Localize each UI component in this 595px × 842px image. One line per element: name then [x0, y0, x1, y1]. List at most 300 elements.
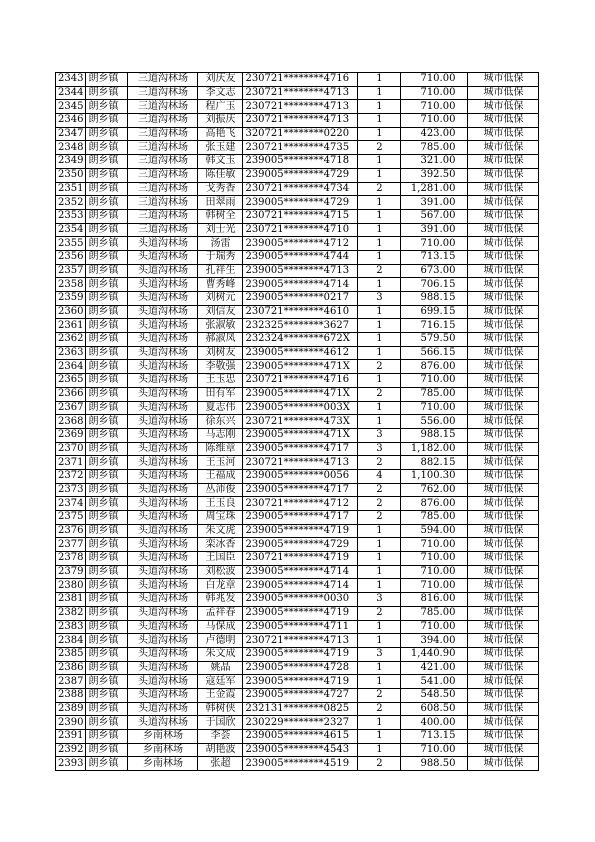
aid-type-cell: 城市低保 [468, 127, 539, 141]
aid-type-cell: 城市低保 [468, 387, 539, 401]
aid-type-cell: 城市低保 [468, 593, 539, 607]
row-number: 2347 [56, 127, 86, 141]
farm-cell: 头道沟林场 [128, 415, 198, 429]
aid-type-cell: 城市低保 [468, 223, 539, 237]
aid-type-cell: 城市低保 [468, 415, 539, 429]
amount-cell: 710.00 [401, 565, 468, 579]
aid-type-cell: 城市低保 [468, 333, 539, 347]
row-number: 2373 [56, 483, 86, 497]
amount-cell: 566.15 [401, 346, 468, 360]
id-number-cell: 239005********4719 [243, 647, 358, 661]
town-cell: 朗乡镇 [86, 469, 128, 483]
amount-cell: 988.50 [401, 757, 468, 771]
town-cell: 朗乡镇 [86, 730, 128, 744]
household-count-cell: 4 [358, 469, 401, 483]
amount-cell: 710.00 [401, 538, 468, 552]
farm-cell: 头道沟林场 [128, 346, 198, 360]
row-number: 2372 [56, 469, 86, 483]
id-number-cell: 239005********4615 [243, 730, 358, 744]
row-number: 2349 [56, 155, 86, 169]
name-cell: 韩树全 [198, 209, 243, 223]
household-count-cell: 3 [358, 442, 401, 456]
household-count-cell: 1 [358, 86, 401, 100]
table-row [56, 469, 539, 483]
household-count-cell: 1 [358, 730, 401, 744]
amount-cell: 579.50 [401, 333, 468, 347]
farm-cell: 头道沟林场 [128, 620, 198, 634]
household-count-cell: 1 [358, 237, 401, 251]
household-count-cell: 2 [358, 182, 401, 196]
id-number-cell: 239005********4714 [243, 579, 358, 593]
row-number: 2361 [56, 319, 86, 333]
amount-cell: 710.00 [401, 620, 468, 634]
row-number: 2387 [56, 675, 86, 689]
aid-type-cell: 城市低保 [468, 168, 539, 182]
id-number-cell: 232325********3627 [243, 319, 358, 333]
town-cell: 朗乡镇 [86, 100, 128, 114]
farm-cell: 头道沟林场 [128, 702, 198, 716]
name-cell: 韩兆发 [198, 593, 243, 607]
aid-type-cell: 城市低保 [468, 620, 539, 634]
id-number-cell: 230721********4734 [243, 182, 358, 196]
farm-cell: 头道沟林场 [128, 264, 198, 278]
id-number-cell: 239005********4717 [243, 483, 358, 497]
table-row [56, 237, 539, 251]
amount-cell: 785.00 [401, 141, 468, 155]
town-cell: 朗乡镇 [86, 620, 128, 634]
amount-cell: 710.00 [401, 100, 468, 114]
id-number-cell: 239005********4717 [243, 442, 358, 456]
id-number-cell: 239005********4727 [243, 688, 358, 702]
aid-type-cell: 城市低保 [468, 141, 539, 155]
id-number-cell: 230229********2327 [243, 716, 358, 730]
household-count-cell: 1 [358, 333, 401, 347]
amount-cell: 876.00 [401, 497, 468, 511]
aid-type-cell: 城市低保 [468, 661, 539, 675]
farm-cell: 头道沟林场 [128, 634, 198, 648]
farm-cell: 三道沟林场 [128, 209, 198, 223]
farm-cell: 头道沟林场 [128, 565, 198, 579]
amount-cell: 882.15 [401, 456, 468, 470]
row-number: 2365 [56, 374, 86, 388]
name-cell: 陈佳敏 [198, 168, 243, 182]
town-cell: 朗乡镇 [86, 634, 128, 648]
id-number-cell: 239005********4718 [243, 155, 358, 169]
row-number: 2378 [56, 552, 86, 566]
town-cell: 朗乡镇 [86, 565, 128, 579]
household-count-cell: 2 [358, 141, 401, 155]
table-row [56, 100, 539, 114]
town-cell: 朗乡镇 [86, 428, 128, 442]
id-number-cell: 239005********4719 [243, 524, 358, 538]
town-cell: 朗乡镇 [86, 593, 128, 607]
table-row [56, 661, 539, 675]
household-count-cell: 1 [358, 620, 401, 634]
row-number: 2383 [56, 620, 86, 634]
table-row [56, 579, 539, 593]
name-cell: 高艳飞 [198, 127, 243, 141]
name-cell: 程广玉 [198, 100, 243, 114]
name-cell: 刘树元 [198, 292, 243, 306]
farm-cell: 头道沟林场 [128, 552, 198, 566]
id-number-cell: 239005********471X [243, 360, 358, 374]
row-number: 2386 [56, 661, 86, 675]
table-row [56, 196, 539, 210]
row-number: 2348 [56, 141, 86, 155]
farm-cell: 三道沟林场 [128, 100, 198, 114]
name-cell: 刘士光 [198, 223, 243, 237]
table-row [56, 168, 539, 182]
table-row [56, 634, 539, 648]
aid-type-cell: 城市低保 [468, 552, 539, 566]
table-row [56, 360, 539, 374]
id-number-cell: 239005********4728 [243, 661, 358, 675]
household-count-cell: 1 [358, 168, 401, 182]
farm-cell: 三道沟林场 [128, 141, 198, 155]
amount-cell: 762.00 [401, 483, 468, 497]
row-number: 2382 [56, 606, 86, 620]
farm-cell: 头道沟林场 [128, 305, 198, 319]
aid-type-cell: 城市低保 [468, 716, 539, 730]
amount-cell: 816.00 [401, 593, 468, 607]
household-count-cell: 2 [358, 264, 401, 278]
table-row [56, 250, 539, 264]
aid-type-cell: 城市低保 [468, 442, 539, 456]
row-number: 2391 [56, 730, 86, 744]
amount-cell: 423.00 [401, 127, 468, 141]
id-number-cell: 239005********4711 [243, 620, 358, 634]
name-cell: 汤雷 [198, 237, 243, 251]
household-count-cell: 1 [358, 524, 401, 538]
row-number: 2354 [56, 223, 86, 237]
aid-type-cell: 城市低保 [468, 579, 539, 593]
name-cell: 寇廷军 [198, 675, 243, 689]
amount-cell: 713.15 [401, 250, 468, 264]
household-count-cell: 1 [358, 415, 401, 429]
farm-cell: 头道沟林场 [128, 237, 198, 251]
farm-cell: 头道沟林场 [128, 428, 198, 442]
id-number-cell: 239005********0030 [243, 593, 358, 607]
household-count-cell: 1 [358, 196, 401, 210]
id-number-cell: 239005********471X [243, 428, 358, 442]
town-cell: 朗乡镇 [86, 387, 128, 401]
table-row [56, 565, 539, 579]
household-count-cell: 2 [358, 497, 401, 511]
name-cell: 王国臣 [198, 552, 243, 566]
amount-cell: 594.00 [401, 524, 468, 538]
table-row [56, 757, 539, 771]
row-number: 2367 [56, 401, 86, 415]
town-cell: 朗乡镇 [86, 73, 128, 87]
amount-cell: 391.00 [401, 223, 468, 237]
table-row [56, 209, 539, 223]
household-count-cell: 2 [358, 606, 401, 620]
name-cell: 李文志 [198, 86, 243, 100]
household-count-cell: 1 [358, 346, 401, 360]
town-cell: 朗乡镇 [86, 483, 128, 497]
name-cell: 马志刚 [198, 428, 243, 442]
town-cell: 朗乡镇 [86, 524, 128, 538]
name-cell: 周宝珠 [198, 511, 243, 525]
name-cell: 刘信友 [198, 305, 243, 319]
aid-type-cell: 城市低保 [468, 565, 539, 579]
id-number-cell: 239005********4519 [243, 757, 358, 771]
table-row [56, 730, 539, 744]
farm-cell: 头道沟林场 [128, 483, 198, 497]
aid-type-cell: 城市低保 [468, 675, 539, 689]
aid-type-cell: 城市低保 [468, 428, 539, 442]
id-number-cell: 239005********4543 [243, 743, 358, 757]
table-row [56, 716, 539, 730]
name-cell: 陈维章 [198, 442, 243, 456]
amount-cell: 710.00 [401, 374, 468, 388]
name-cell: 朱文成 [198, 647, 243, 661]
farm-cell: 乡南林场 [128, 730, 198, 744]
town-cell: 朗乡镇 [86, 305, 128, 319]
table-row [56, 688, 539, 702]
row-number: 2344 [56, 86, 86, 100]
town-cell: 朗乡镇 [86, 209, 128, 223]
aid-type-cell: 城市低保 [468, 360, 539, 374]
id-number-cell: 232131********0825 [243, 702, 358, 716]
row-number: 2371 [56, 456, 86, 470]
household-count-cell: 2 [358, 757, 401, 771]
row-number: 2364 [56, 360, 86, 374]
row-number: 2385 [56, 647, 86, 661]
name-cell: 李敬强 [198, 360, 243, 374]
household-count-cell: 2 [358, 511, 401, 525]
aid-type-cell: 城市低保 [468, 86, 539, 100]
town-cell: 朗乡镇 [86, 456, 128, 470]
amount-cell: 876.00 [401, 360, 468, 374]
name-cell: 张超 [198, 757, 243, 771]
amount-cell: 710.00 [401, 73, 468, 87]
amount-cell: 421.00 [401, 661, 468, 675]
row-number: 2369 [56, 428, 86, 442]
amount-cell: 988.15 [401, 428, 468, 442]
farm-cell: 头道沟林场 [128, 442, 198, 456]
household-count-cell: 1 [358, 565, 401, 579]
town-cell: 朗乡镇 [86, 743, 128, 757]
farm-cell: 头道沟林场 [128, 647, 198, 661]
amount-cell: 392.50 [401, 168, 468, 182]
name-cell: 王玉忠 [198, 374, 243, 388]
name-cell: 丛沛俊 [198, 483, 243, 497]
name-cell: 于瑞秀 [198, 250, 243, 264]
amount-cell: 710.00 [401, 743, 468, 757]
town-cell: 朗乡镇 [86, 292, 128, 306]
table-body [56, 73, 539, 771]
town-cell: 朗乡镇 [86, 346, 128, 360]
household-count-cell: 2 [358, 702, 401, 716]
row-number: 2381 [56, 593, 86, 607]
amount-cell: 713.15 [401, 730, 468, 744]
town-cell: 朗乡镇 [86, 223, 128, 237]
table-row [56, 647, 539, 661]
row-number: 2353 [56, 209, 86, 223]
farm-cell: 三道沟林场 [128, 86, 198, 100]
row-number: 2352 [56, 196, 86, 210]
amount-cell: 710.00 [401, 114, 468, 128]
id-number-cell: 239005********4719 [243, 606, 358, 620]
id-number-cell: 239005********4612 [243, 346, 358, 360]
town-cell: 朗乡镇 [86, 675, 128, 689]
farm-cell: 头道沟林场 [128, 593, 198, 607]
row-number: 2358 [56, 278, 86, 292]
row-number: 2360 [56, 305, 86, 319]
id-number-cell: 239005********471X [243, 387, 358, 401]
table-row [56, 127, 539, 141]
town-cell: 朗乡镇 [86, 716, 128, 730]
row-number: 2376 [56, 524, 86, 538]
town-cell: 朗乡镇 [86, 264, 128, 278]
name-cell: 徐东兴 [198, 415, 243, 429]
aid-type-cell: 城市低保 [468, 647, 539, 661]
id-number-cell: 230721********4712 [243, 497, 358, 511]
town-cell: 朗乡镇 [86, 757, 128, 771]
town-cell: 朗乡镇 [86, 237, 128, 251]
aid-type-cell: 城市低保 [468, 497, 539, 511]
row-number: 2363 [56, 346, 86, 360]
name-cell: 刘庆友 [198, 73, 243, 87]
table-row [56, 86, 539, 100]
table-row [56, 552, 539, 566]
amount-cell: 710.00 [401, 401, 468, 415]
town-cell: 朗乡镇 [86, 141, 128, 155]
household-count-cell: 1 [358, 552, 401, 566]
farm-cell: 头道沟林场 [128, 497, 198, 511]
amount-cell: 548.50 [401, 688, 468, 702]
farm-cell: 头道沟林场 [128, 538, 198, 552]
amount-cell: 541.00 [401, 675, 468, 689]
town-cell: 朗乡镇 [86, 442, 128, 456]
farm-cell: 头道沟林场 [128, 688, 198, 702]
id-number-cell: 230721********4735 [243, 141, 358, 155]
amount-cell: 1,281.00 [401, 182, 468, 196]
town-cell: 朗乡镇 [86, 401, 128, 415]
id-number-cell: 230721********4715 [243, 209, 358, 223]
table-row [56, 223, 539, 237]
farm-cell: 头道沟林场 [128, 333, 198, 347]
amount-cell: 556.00 [401, 415, 468, 429]
aid-type-cell: 城市低保 [468, 688, 539, 702]
household-count-cell: 1 [358, 73, 401, 87]
town-cell: 朗乡镇 [86, 647, 128, 661]
name-cell: 张玉建 [198, 141, 243, 155]
id-number-cell: 320721********0220 [243, 127, 358, 141]
id-number-cell: 230721********4713 [243, 114, 358, 128]
id-number-cell: 230721********4713 [243, 100, 358, 114]
table-row [56, 141, 539, 155]
household-count-cell: 1 [358, 538, 401, 552]
row-number: 2350 [56, 168, 86, 182]
table-row [56, 333, 539, 347]
id-number-cell: 239005********4729 [243, 196, 358, 210]
name-cell: 刘振庆 [198, 114, 243, 128]
id-number-cell: 239005********4729 [243, 168, 358, 182]
name-cell: 刘树友 [198, 346, 243, 360]
aid-type-cell: 城市低保 [468, 196, 539, 210]
name-cell: 王玉良 [198, 497, 243, 511]
household-count-cell: 3 [358, 428, 401, 442]
name-cell: 郝淑凤 [198, 333, 243, 347]
table-row [56, 428, 539, 442]
farm-cell: 三道沟林场 [128, 182, 198, 196]
aid-type-cell: 城市低保 [468, 346, 539, 360]
table-row [56, 73, 539, 87]
name-cell: 朱文虎 [198, 524, 243, 538]
farm-cell: 头道沟林场 [128, 278, 198, 292]
table-row [56, 620, 539, 634]
amount-cell: 706.15 [401, 278, 468, 292]
town-cell: 朗乡镇 [86, 374, 128, 388]
aid-type-cell: 城市低保 [468, 702, 539, 716]
table-row [56, 538, 539, 552]
aid-type-cell: 城市低保 [468, 209, 539, 223]
town-cell: 朗乡镇 [86, 333, 128, 347]
town-cell: 朗乡镇 [86, 688, 128, 702]
id-number-cell: 230721********4716 [243, 374, 358, 388]
amount-cell: 567.00 [401, 209, 468, 223]
farm-cell: 头道沟林场 [128, 401, 198, 415]
table-row [56, 182, 539, 196]
name-cell: 王金霞 [198, 688, 243, 702]
town-cell: 朗乡镇 [86, 415, 128, 429]
row-number: 2370 [56, 442, 86, 456]
aid-type-cell: 城市低保 [468, 483, 539, 497]
town-cell: 朗乡镇 [86, 168, 128, 182]
table-row [56, 305, 539, 319]
table-row [56, 278, 539, 292]
town-cell: 朗乡镇 [86, 497, 128, 511]
farm-cell: 头道沟林场 [128, 661, 198, 675]
table-row [56, 743, 539, 757]
table-row [56, 155, 539, 169]
farm-cell: 头道沟林场 [128, 675, 198, 689]
aid-type-cell: 城市低保 [468, 401, 539, 415]
aid-type-cell: 城市低保 [468, 606, 539, 620]
household-count-cell: 1 [358, 305, 401, 319]
farm-cell: 头道沟林场 [128, 511, 198, 525]
town-cell: 朗乡镇 [86, 702, 128, 716]
household-count-cell: 1 [358, 743, 401, 757]
farm-cell: 头道沟林场 [128, 387, 198, 401]
household-count-cell: 2 [358, 456, 401, 470]
household-count-cell: 1 [358, 278, 401, 292]
id-number-cell: 230721********4713 [243, 456, 358, 470]
household-count-cell: 1 [358, 675, 401, 689]
farm-cell: 三道沟林场 [128, 168, 198, 182]
amount-cell: 1,440.90 [401, 647, 468, 661]
id-number-cell: 230721********473X [243, 415, 358, 429]
amount-cell: 710.00 [401, 237, 468, 251]
household-count-cell: 1 [358, 401, 401, 415]
amount-cell: 716.15 [401, 319, 468, 333]
farm-cell: 乡南林场 [128, 757, 198, 771]
household-count-cell: 1 [358, 579, 401, 593]
name-cell: 田翠雨 [198, 196, 243, 210]
aid-type-cell: 城市低保 [468, 469, 539, 483]
farm-cell: 乡南林场 [128, 743, 198, 757]
farm-cell: 头道沟林场 [128, 469, 198, 483]
household-count-cell: 2 [358, 483, 401, 497]
town-cell: 朗乡镇 [86, 127, 128, 141]
row-number: 2343 [56, 73, 86, 87]
id-number-cell: 239005********4719 [243, 675, 358, 689]
aid-type-cell: 城市低保 [468, 305, 539, 319]
amount-cell: 608.50 [401, 702, 468, 716]
row-number: 2362 [56, 333, 86, 347]
